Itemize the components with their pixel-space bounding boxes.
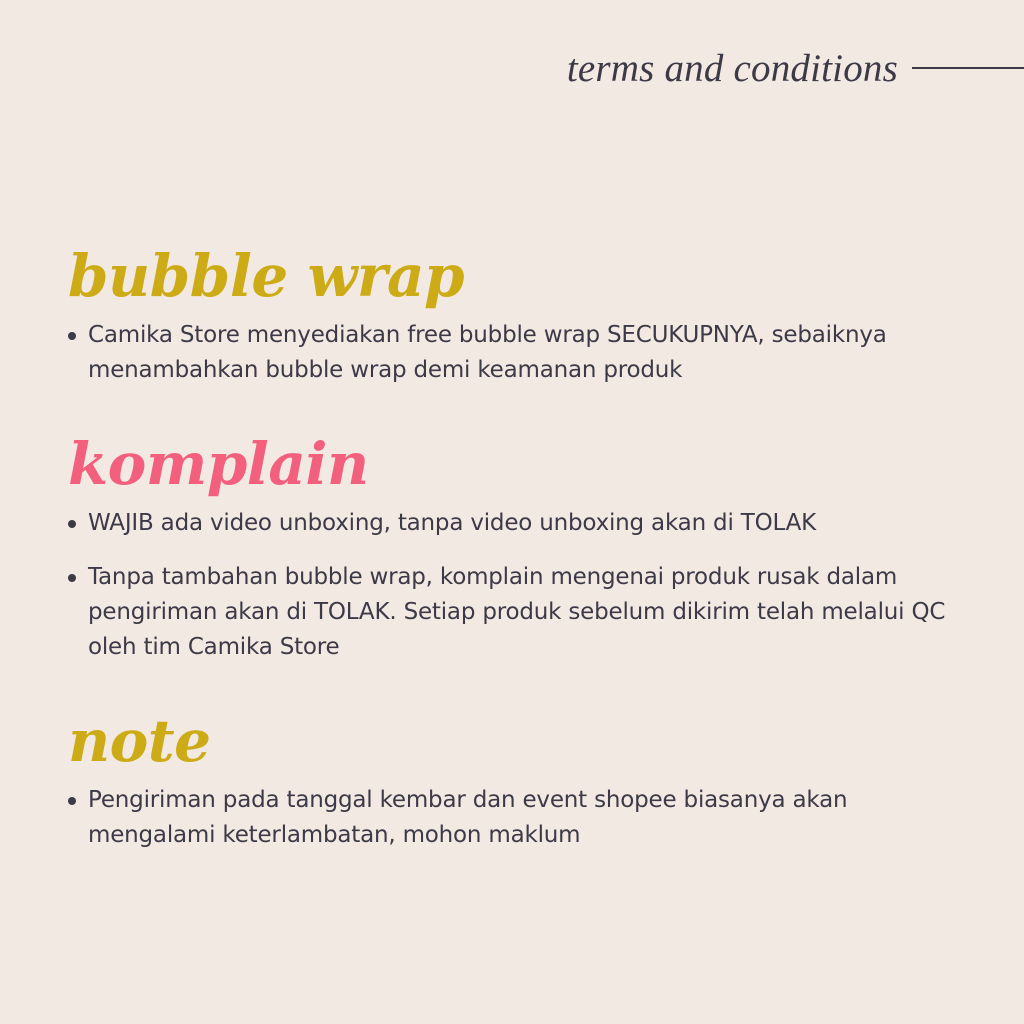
- section-bubble-wrap: [68, 238, 968, 388]
- page-header: [567, 40, 1024, 96]
- terms-content: [68, 238, 968, 853]
- section-note: [68, 703, 968, 853]
- section-komplain: [68, 426, 968, 665]
- bullet-item: Camika Store menyediakan free bubble wrap SECUKUPNYA, sebaiknya menambahkan bubble wrap demi keamanan produk: [68, 318, 968, 388]
- bullet-list-komplain: [68, 506, 968, 665]
- section-heading-note: note: [68, 707, 211, 775]
- section-heading-bubble-wrap: bubble wrap: [68, 242, 465, 310]
- bullet-item: WAJIB ada video unboxing, tanpa video unboxing akan di TOLAK: [68, 506, 968, 541]
- bullet-item: Tanpa tambahan bubble wrap, komplain mengenai produk rusak dalam pengiriman akan di TOLAK. Setiap produk sebelum dikirim telah melalui QC oleh tim Camika Store: [68, 560, 968, 665]
- bullet-list-bubble-wrap: [68, 318, 968, 388]
- bullet-item: Pengiriman pada tanggal kembar dan event shopee biasanya akan mengalami keterlambatan, mohon maklum: [68, 783, 968, 853]
- bullet-list-note: [68, 783, 968, 853]
- section-heading-komplain: komplain: [68, 430, 369, 498]
- header-divider-line: [912, 67, 1024, 69]
- page-title: terms and conditions: [566, 46, 898, 90]
